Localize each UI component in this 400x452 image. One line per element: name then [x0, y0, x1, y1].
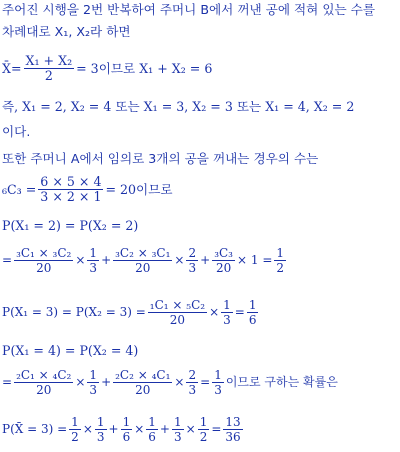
eq1-rest: = 3이므로 X₁ + X₂ = 6	[76, 61, 213, 76]
paragraph-end: 이다.	[2, 124, 31, 139]
equation-mean	[2, 54, 212, 83]
eq2-lhs: ₆C₃ =	[2, 182, 37, 197]
equation-prob-2: P(X₁ = 2) = P(X₂ = 2)	[2, 218, 139, 233]
paragraph-cases: 즉, X₁ = 2, X₂ = 4 또는 X₁ = 3, X₂ = 3 또는 X₁ = 4, X₂ = 2	[2, 99, 355, 114]
paragraph-bag-a: 또한 주머니 A에서 임의로 3개의 공을 꺼내는 경우의 수는	[2, 151, 319, 166]
equation-prob-4: P(X₁ = 4) = P(X₂ = 4)	[2, 343, 139, 358]
equation-combination	[2, 175, 173, 204]
eq2-fraction: $\frac{6 \times 5 \times 4}{3 \times 2 \times 1}$	[40, 174, 102, 204]
eq2-rest: = 20이므로	[105, 182, 173, 197]
equation-prob-4-value: = $\frac{\text{₂C₁ × ₄C₂}}{20}$ × $\frac{1}{3}$ + $\frac{\text{₂C₂ × ₄C₁}}{20}$ × $\frac{2}{3}$ = $\frac{1}{3}$ 이므로 구하는 확률은	[2, 368, 338, 397]
equation-prob-3: P(X₁ = 3) = P(X₂ = 3) = $\frac{\text{₁C₁ × ₅C₂}}{20}$ × $\frac{1}{3}$ = $\frac{1}{6}$	[2, 298, 257, 327]
eq1-lhs: X̄=	[2, 61, 22, 76]
equation-prob-2-value: = $\frac{\text{₃C₁ × ₃C₂}}{20}$ × $\frac{1}{3}$ + $\frac{\text{₃C₂ × ₃C₁}}{20}$ × $\frac{2}{3}$ + $\frac{\text{₃C₃}}{20}$ × 1 = $\frac{1}{2}$	[2, 246, 285, 275]
paragraph-intro: 주어진 시행을 2번 반복하여 주머니 B에서 꺼낸 공에 적혀 있는 수를	[2, 2, 375, 17]
eq1-fraction: $\frac{\text{X₁ + X₂}}{2}$	[25, 53, 73, 83]
equation-final: P(X̄ = 3) = $\frac{1}{2}$ × $\frac{1}{3}$ + $\frac{1}{6}$ × $\frac{1}{6}$ + $\frac{1}{3}$ × $\frac{1}{2}$ = $\frac{13}{36}$	[2, 415, 241, 444]
paragraph-definition: 차례대로 X₁, X₂라 하면	[2, 24, 131, 39]
